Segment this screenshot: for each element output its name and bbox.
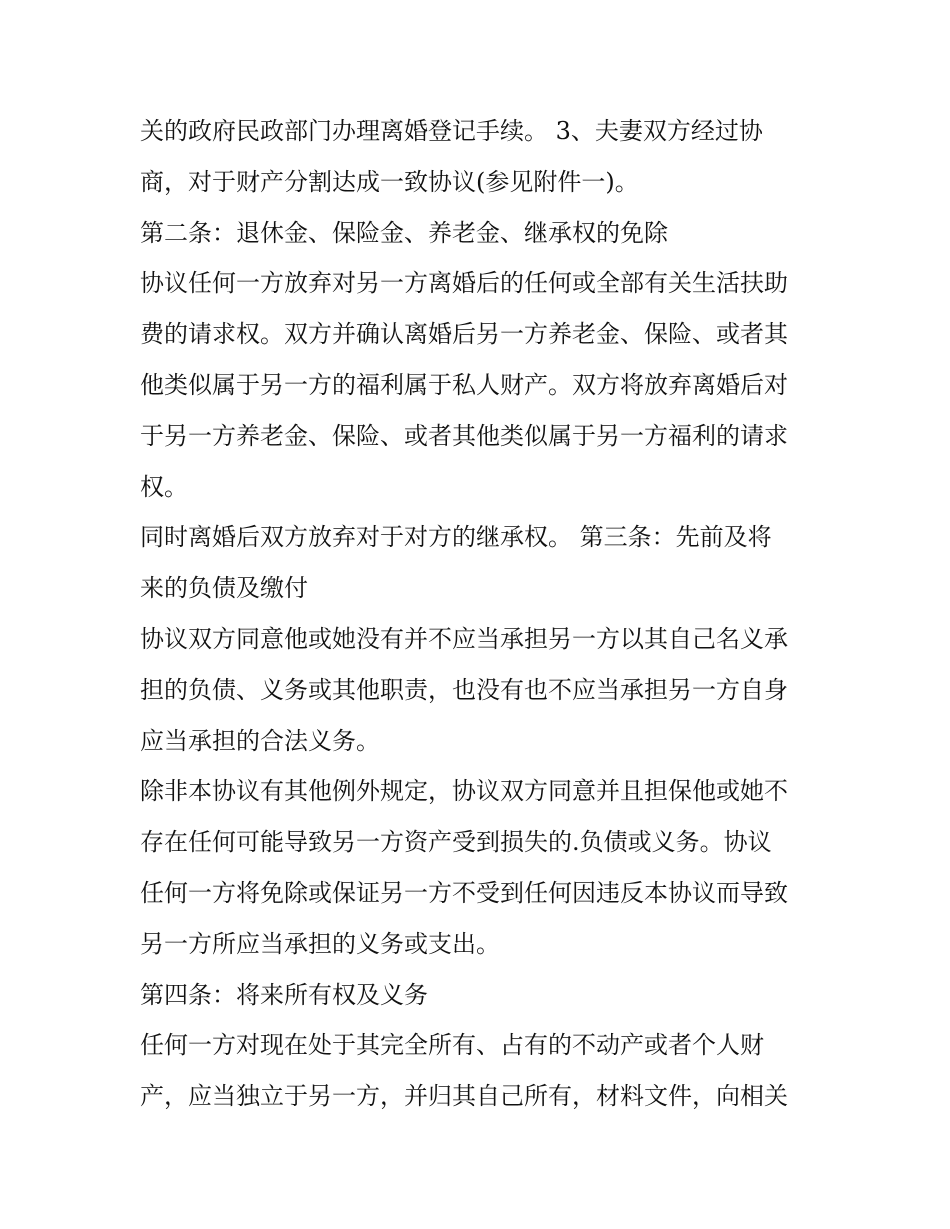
- article-heading-4: 第四条：将来所有权及义务: [140, 980, 428, 1009]
- article-heading-2: 第二条：退休金、保险金、养老金、继承权的免除: [140, 218, 668, 247]
- text-line-13: 应当承担的合法义务。: [140, 726, 380, 755]
- text-line-15: 存在任何可能导致另一方资产受到损失的.负债或义务。协议: [140, 828, 772, 857]
- text-line-17: 另一方所应当承担的义务或支出。: [140, 929, 500, 958]
- text-line-9: 同时离婚后双方放弃对于对方的继承权。 第三条：先前及将: [140, 523, 772, 552]
- text-line-14: 除非本协议有其他例外规定，协议双方同意并且担保他或她不: [140, 777, 788, 806]
- text-line-16: 任何一方将免除或保证另一方不受到任何因违反本协议而导致: [140, 878, 788, 907]
- text-line-2: 商，对于财产分割达成一致协议(参见附件一)。: [140, 167, 639, 196]
- text-line-4: 协议任何一方放弃对另一方离婚后的任何或全部有关生活扶助: [140, 269, 788, 298]
- text-line-1: 关的政府民政部门办理离婚登记手续。 3、夫妻双方经过协: [140, 117, 763, 145]
- text-line-5: 费的请求权。双方并确认离婚后另一方养老金、保险、或者其: [140, 320, 788, 349]
- text-line-7: 于另一方养老金、保险、或者其他类似属于另一方福利的请求: [140, 421, 788, 450]
- text-line-19: 任何一方对现在处于其完全所有、占有的不动产或者个人财: [140, 1031, 764, 1060]
- text-line-10: 来的负债及缴付: [140, 574, 308, 603]
- text-line-20: 产，应当独立于另一方，并归其自己所有，材料文件，向相关: [140, 1082, 788, 1111]
- text-line-11: 协议双方同意他或她没有并不应当承担另一方以其自己名义承: [140, 624, 788, 653]
- text-line-12: 担的负债、义务或其他职责，也没有也不应当承担另一方自身: [140, 675, 788, 704]
- text-line-6: 他类似属于另一方的福利属于私人财产。双方将放弃离婚后对: [140, 370, 788, 399]
- document-body: [140, 106, 820, 1122]
- text-line-8: 权。: [140, 472, 188, 501]
